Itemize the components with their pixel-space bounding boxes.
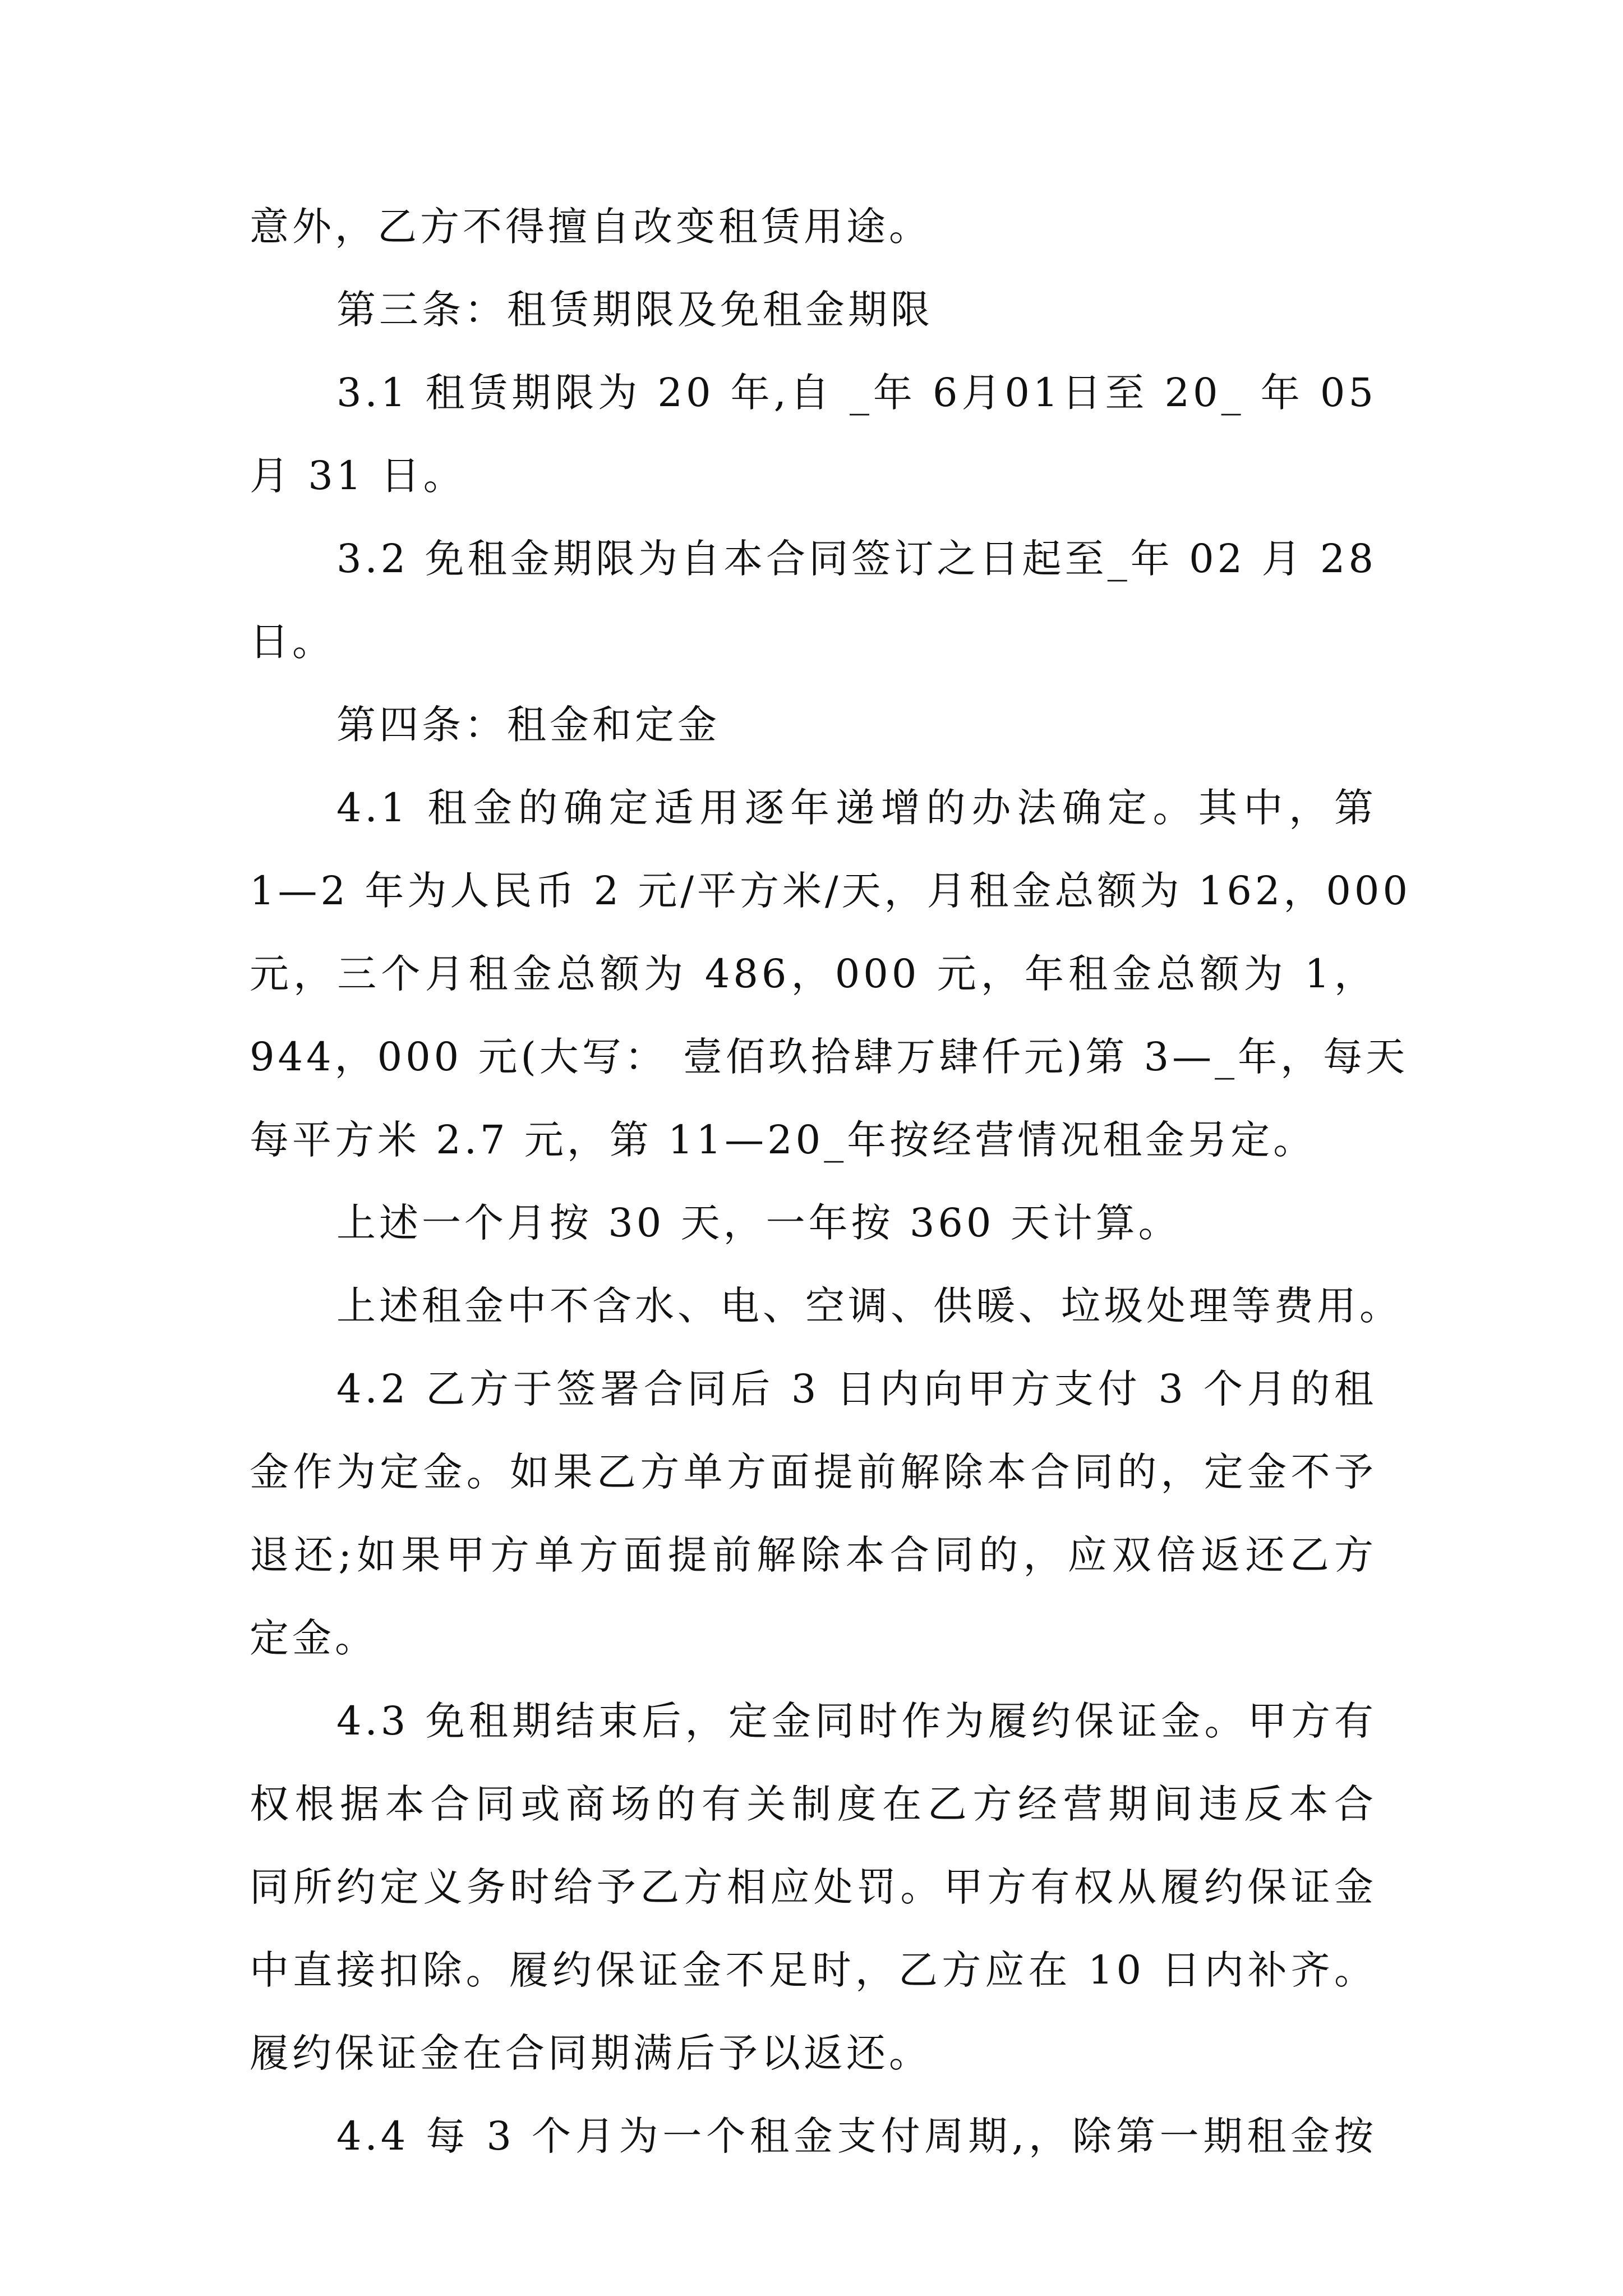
text-line: 履约保证金在合同期满后予以返还。 [250, 2030, 932, 2076]
text-line: 月 31 日。 [250, 453, 466, 499]
text-line: 944，000 元(大写： 壹佰玖拾肆万肆仟元)第 3—_年，每天 [250, 1034, 1409, 1080]
text-line: 上述租金中不含水、电、空调、供暖、垃圾处理等费用。 [336, 1283, 1402, 1329]
clause-4-4-line: 4.4 每 3 个月为一个租金支付周期,，除第一期租金按 [336, 2113, 1377, 2159]
clause-4-3-line: 4.3 免租期结束后，定金同时作为履约保证金。甲方有 [336, 1698, 1377, 1744]
text-line: 权根据本合同或商场的有关制度在乙方经营期间违反本合 [250, 1781, 1377, 1827]
text-line: 金作为定金。如果乙方单方面提前解除本合同的，定金不予 [250, 1449, 1377, 1495]
text-line: 1—2 年为人民币 2 元/平方米/天，月租金总额为 162，000 [250, 868, 1411, 914]
clause-4-1-line: 4.1 租金的确定适用逐年递增的办法确定。其中，第 [336, 785, 1377, 831]
text-line: 退还;如果甲方单方面提前解除本合同的，应双倍返还乙方 [250, 1532, 1377, 1578]
text-line: 元，三个月租金总额为 486，000 元，年租金总额为 1， [250, 951, 1377, 997]
text-line: 日。 [250, 619, 335, 665]
text-line: 上述一个月按 30 天，一年按 360 天计算。 [336, 1200, 1181, 1246]
text-line: 定金。 [250, 1615, 377, 1661]
section-heading: 第四条：租金和定金 [336, 702, 720, 748]
clause-3-2-line: 3.2 免租金期限为自本合同签订之日起至_年 02 月 28 [336, 536, 1377, 582]
document-body [250, 185, 1411, 2178]
clause-4-2-line: 4.2 乙方于签署合同后 3 日内向甲方支付 3 个月的租 [336, 1366, 1377, 1412]
section-heading: 第三条：租赁期限及免租金期限 [336, 287, 933, 333]
clause-3-1-line: 3.1 租赁期限为 20 年,自 _年 6月01日至 20_ 年 05 [336, 370, 1377, 416]
text-line: 同所约定义务时给予乙方相应处罚。甲方有权从履约保证金 [250, 1864, 1377, 1910]
text-line: 中直接扣除。履约保证金不足时，乙方应在 10 日内补齐。 [250, 1947, 1377, 1993]
text-line: 意外，乙方不得擅自改变租赁用途。 [250, 204, 932, 250]
text-line: 每平方米 2.7 元，第 11—20_年按经营情况租金另定。 [250, 1117, 1316, 1163]
